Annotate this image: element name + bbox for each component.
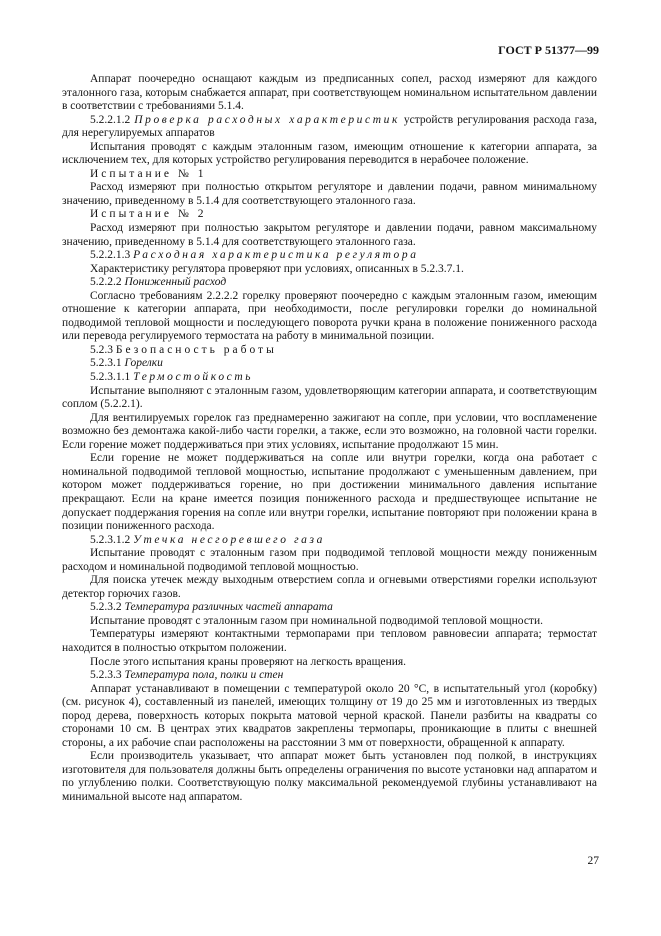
section-number: 5.2.3.2 xyxy=(90,601,122,614)
section-title: Проверка расходных характеристик xyxy=(134,113,400,126)
section-title: Температура различных частей аппарата xyxy=(124,601,333,614)
section-heading-5-2-2-2 xyxy=(62,276,597,290)
test-heading: Испытание № 1 xyxy=(90,167,207,180)
section-number: 5.2.2.2 xyxy=(90,276,122,289)
paragraph: Расход измеряют при полностью открытом регуляторе и давлении подачи, равном минимальному значению, приведенному в 5.1.4 для соответствующего эталонного газа. xyxy=(62,181,597,207)
section-number: 5.2.3.1 xyxy=(90,357,122,370)
paragraph: Если горение не может поддерживаться на сопле или внутри горелки, когда она работает с номинальной подводимой тепловой мощностью, испытание продолжают с уменьшенным давлением, при котором может поддерживаться горение, но при достижении минимального давления испытание прекращают. Если на кране имеется позиция пониженного расхода и предшествующее испытание не допускает поддержания горения на сопле или внутри горелки, испытание повторяют при положении крана в позиции пониженного расхода. xyxy=(62,452,597,533)
section-number: 5.2.3.1.1 xyxy=(90,371,131,384)
paragraph: После этого испытания краны проверяют на легкость вращения. xyxy=(90,655,407,668)
paragraph: Расход измеряют при полностью закрытом регуляторе и давлении подачи, равном максимальному значению, приведенному в 5.1.4 для соответствующего эталонного газа. xyxy=(62,222,597,248)
paragraph: Испытание выполняют с эталонным газом, удовлетворяющим категории аппарата, и соответствующим соплом (5.2.2.1). xyxy=(62,384,597,411)
section-title: Термостойкость xyxy=(133,371,254,384)
paragraph: Если производитель указывает, что аппарат может быть установлен под полкой, в инструкциях изготовителя для пользователя должны быть определены ограничения по высоте установки над аппаратом и по углублению полки. Соответствующую полку максимальной рекомендуемой глубины устанавливают на минимальной высоте над аппаратом. xyxy=(62,750,597,803)
paragraph: Испытания проводят с каждым эталонным газом, имеющим отношение к категории аппарата, за исключением тех, для которых устройство регулирования переводится в нерабочее положение. xyxy=(62,140,597,167)
section-title: Температура пола, полки и стен xyxy=(124,669,284,682)
test-heading: Испытание № 2 xyxy=(90,208,207,221)
section-number: 5.2.2.1.2 xyxy=(90,113,131,126)
paragraph: Для вентилируемых горелок газ преднамеренно зажигают на сопле, при условии, что воспламенение возможно без демонтажа какой-либо части горелки, а также, если это возможно, на головной части горелки. Если горение может поддерживаться при этих условиях, испытание продолжают 15 мин. xyxy=(62,411,597,451)
paragraph: Для поиска утечек между выходным отверстием сопла и огневыми отверстиями горелки используют детектор горючих газов. xyxy=(62,574,597,600)
section-number: 5.2.3.1.2 xyxy=(90,533,131,546)
section-heading-5-2-2-1-2 xyxy=(62,114,597,141)
section-title: Горелки xyxy=(124,357,163,370)
document-code-header: ГОСТ Р 51377—99 xyxy=(498,43,599,57)
section-heading-5-2-3-2 xyxy=(62,601,597,615)
section-number: 5.2.3 xyxy=(90,343,113,356)
section-title: Расходная характеристика регулятора xyxy=(133,249,419,262)
page-number: 27 xyxy=(587,855,599,867)
section-heading-5-2-2-1-3 xyxy=(62,249,597,263)
section-heading-5-2-3-3 xyxy=(62,669,597,683)
paragraph: Аппарат устанавливают в помещении с температурой около 20 °С, в испытательный угол (коробку) (см. рисунок 4), составленный из панелей, имеющих толщину от 19 до 25 мм и изготовленных из твердых пород дерева, поверхность которых покрыта матовой черной краской. Панели разбиты на квадраты со сторонами 10 см. В центрах этих квадратов закреплены термопары, проникающие в плиты с внешней стороны, а их рабочие спаи расположены на расстоянии 3 мм от поверхности, обращенной к аппарату. xyxy=(62,682,597,749)
section-title: Утечка несгоревшего газа xyxy=(133,533,325,546)
paragraph: Испытание проводят с эталонным газом при подводимой тепловой мощности между пониженным расходом и номинальной подводимой тепловой мощностью. xyxy=(62,547,597,573)
section-heading-5-2-3-1-2 xyxy=(62,534,597,548)
paragraph: Аппарат поочередно оснащают каждым из предписанных сопел, расход измеряют для каждого эталонного газа, которым снабжается аппарат, при соответствующем номинальном испытательном давлении в соответствии с требованиями 5.1.4. xyxy=(62,73,597,113)
section-heading-5-2-3-1-1 xyxy=(62,371,597,385)
section-heading-5-2-3-1 xyxy=(62,357,597,371)
paragraph: Температуры измеряют контактными термопарами при тепловом равновесии аппарата; термостат находится в полностью открытом положении. xyxy=(62,628,597,654)
paragraph: Характеристику регулятора проверяют при условиях, описанных в 5.2.3.7.1. xyxy=(90,262,464,275)
paragraph: Согласно требованиям 2.2.2.2 горелку проверяют поочередно с каждым эталонным газом, имеющим отношение к категории аппарата, при необходимости, после регулировки горелки до номинальной подводимой тепловой мощности и последующего поворота ручки крана в положение пониженного расхода или перевода регулируемого термостата на работу в минимальной позиции. xyxy=(62,289,597,343)
section-title: Безопасность работы xyxy=(115,343,277,356)
section-heading-5-2-3 xyxy=(62,344,597,358)
section-title: Пониженный расход xyxy=(124,276,227,289)
section-title-continuation: устройств регулирования расхода газа, для нерегулируемых аппаратов xyxy=(62,113,597,140)
body-text xyxy=(62,73,597,805)
paragraph: Испытание проводят с эталонным газом при номинальной подводимой тепловой мощности. xyxy=(90,614,543,627)
section-number: 5.2.3.3 xyxy=(90,669,122,682)
section-number: 5.2.2.1.3 xyxy=(90,249,131,262)
